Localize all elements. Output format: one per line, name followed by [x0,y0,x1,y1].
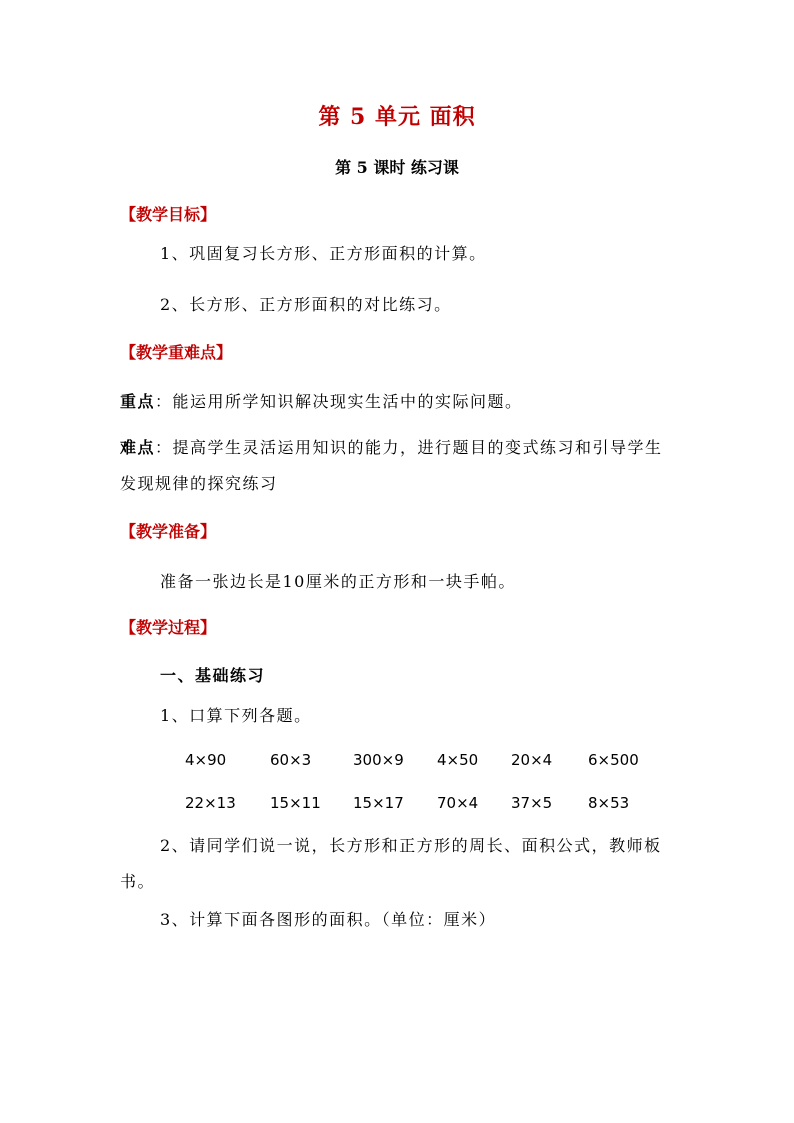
calc-item: 6×500 [588,751,639,769]
calc-item: 15×17 [353,794,404,812]
calc-item: 4×50 [437,751,479,769]
question-2: 2、请同学们说一说，长方形和正方形的周长、面积公式，教师板书。 [120,836,662,891]
difficulty-label: 难点 [120,438,156,457]
section-basic-practice: 一、基础练习 [160,666,266,685]
objectives-heading: 【教学目标】 [120,205,217,224]
calc-item: 22×13 [185,794,236,812]
calc-item: 60×3 [270,751,312,769]
question-1: 1、口算下列各题。 [160,706,312,725]
difficulty-text: ：提高学生灵活运用知识的能力，进行题目的变式练习和引导学生发现规律的探究练习 [120,438,663,493]
calc-item: 20×4 [511,751,553,769]
preparation-heading: 【教学准备】 [120,522,217,541]
calc-item: 4×90 [185,751,227,769]
objective-item-2: 2、长方形、正方形面积的对比练习。 [160,295,452,314]
focus-line [120,392,523,412]
preparation-text: 准备一张边长是10厘米的正方形和一块手帕。 [160,572,516,591]
lesson-subtitle: 第 5 课时 练习课 [335,158,459,177]
question-3: 3、计算下面各图形的面积。（单位：厘米） [160,910,497,929]
process-heading: 【教学过程】 [120,618,217,637]
key-points-heading: 【教学重难点】 [120,343,233,362]
focus-label: 重点 [120,392,156,411]
calc-item: 15×11 [270,794,321,812]
calc-item: 70×4 [437,794,479,812]
document-title: 第 5 单元 面积 [318,104,476,130]
focus-text: ：能运用所学知识解决现实生活中的实际问题。 [155,392,523,411]
difficulty-paragraph [120,430,680,502]
objective-item-1: 1、巩固复习长方形、正方形面积的计算。 [160,244,487,263]
calc-item: 8×53 [588,794,630,812]
calc-item: 37×5 [511,794,553,812]
calc-item: 300×9 [353,751,404,769]
